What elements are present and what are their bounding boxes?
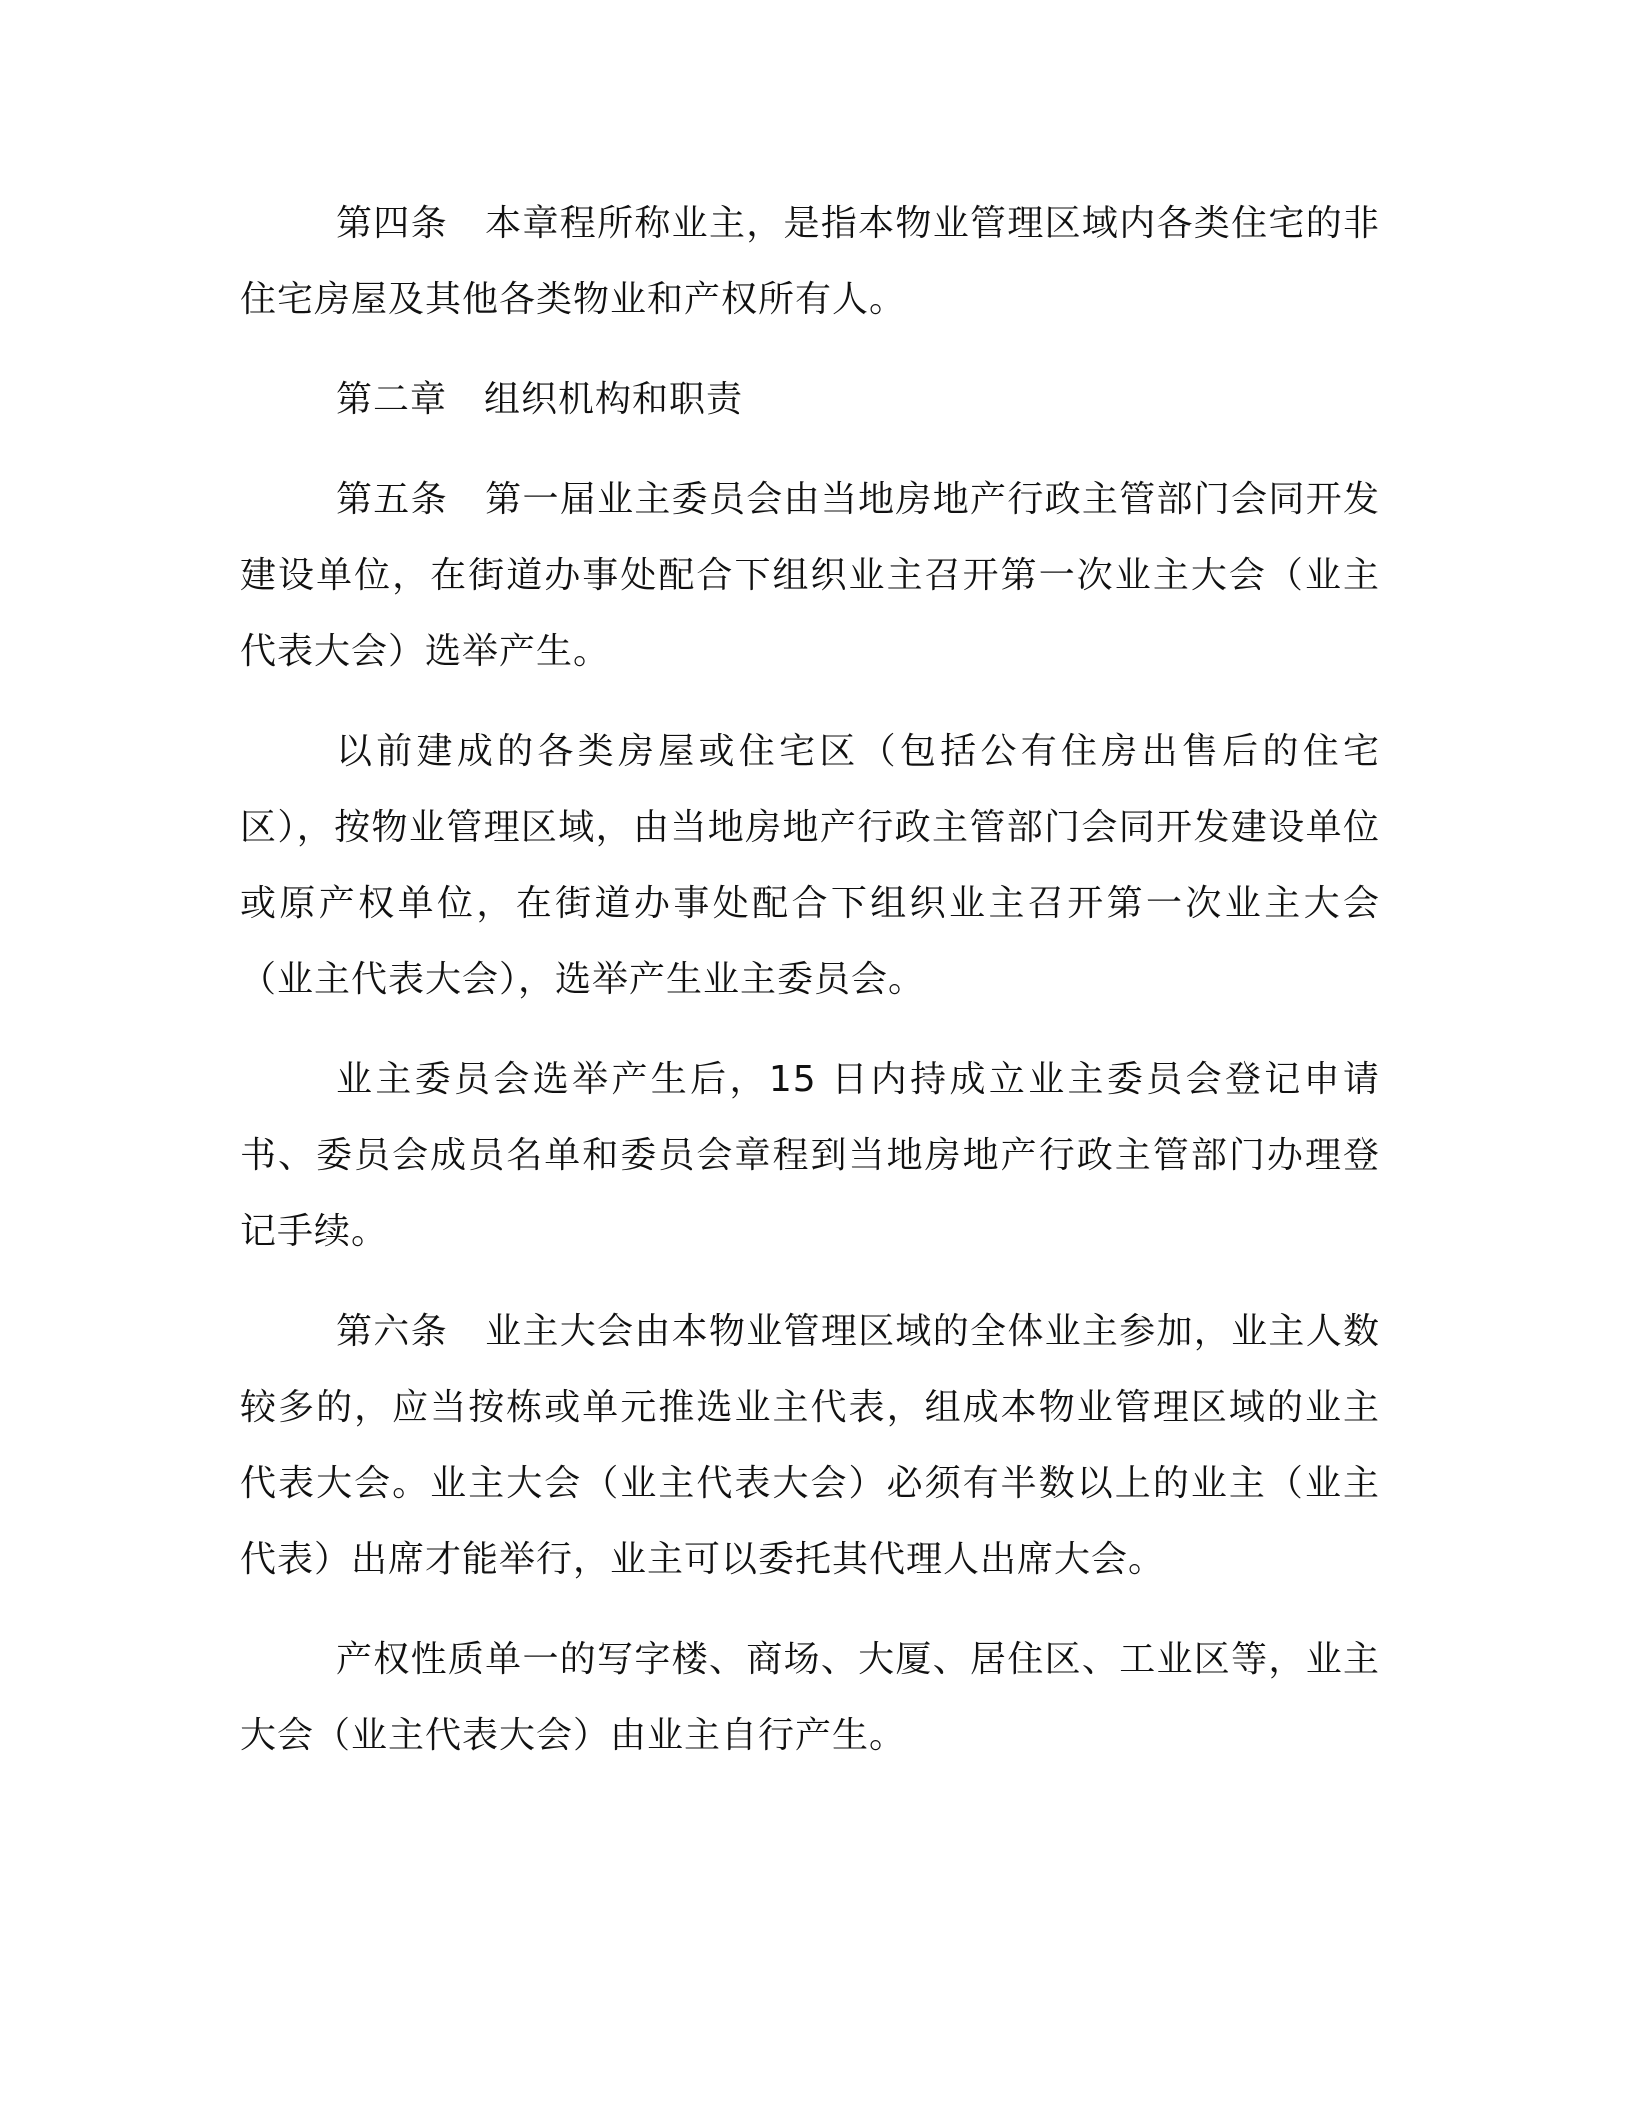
article-4-paragraph: 第四条 本章程所称业主，是指本物业管理区域内各类住宅的非住宅房屋及其他各类物业和产权所有人。 (240, 203, 1380, 320)
article-5-existing-buildings-paragraph: 以前建成的各类房屋或住宅区（包括公有住房出售后的住宅区），按物业管理区域，由当地房地产行政主管部门会同开发建设单位或原产权单位，在街道办事处配合下组织业主召开第一次业主大会（业主代表大会），选举产生业主委员会。 (240, 731, 1380, 1000)
chapter-2-heading: 第二章 组织机构和职责 (336, 379, 744, 420)
document-body (240, 186, 1380, 1798)
article-6-single-ownership-paragraph: 产权性质单一的写字楼、商场、大厦、居住区、工业区等，业主大会（业主代表大会）由业主自行产生。 (240, 1639, 1380, 1756)
article-6-paragraph: 第六条 业主大会由本物业管理区域的全体业主参加，业主人数较多的，应当按栋或单元推选业主代表，组成本物业管理区域的业主代表大会。业主大会（业主代表大会）必须有半数以上的业主（业主代表）出席才能举行，业主可以委托其代理人出席大会。 (240, 1311, 1380, 1580)
article-5-paragraph: 第五条 第一届业主委员会由当地房地产行政主管部门会同开发建设单位，在街道办事处配合下组织业主召开第一次业主大会（业主代表大会）选举产生。 (240, 479, 1380, 672)
article-5-registration-paragraph: 业主委员会选举产生后，15 日内持成立业主委员会登记申请书、委员会成员名单和委员会章程到当地房地产行政主管部门办理登记手续。 (240, 1059, 1380, 1252)
